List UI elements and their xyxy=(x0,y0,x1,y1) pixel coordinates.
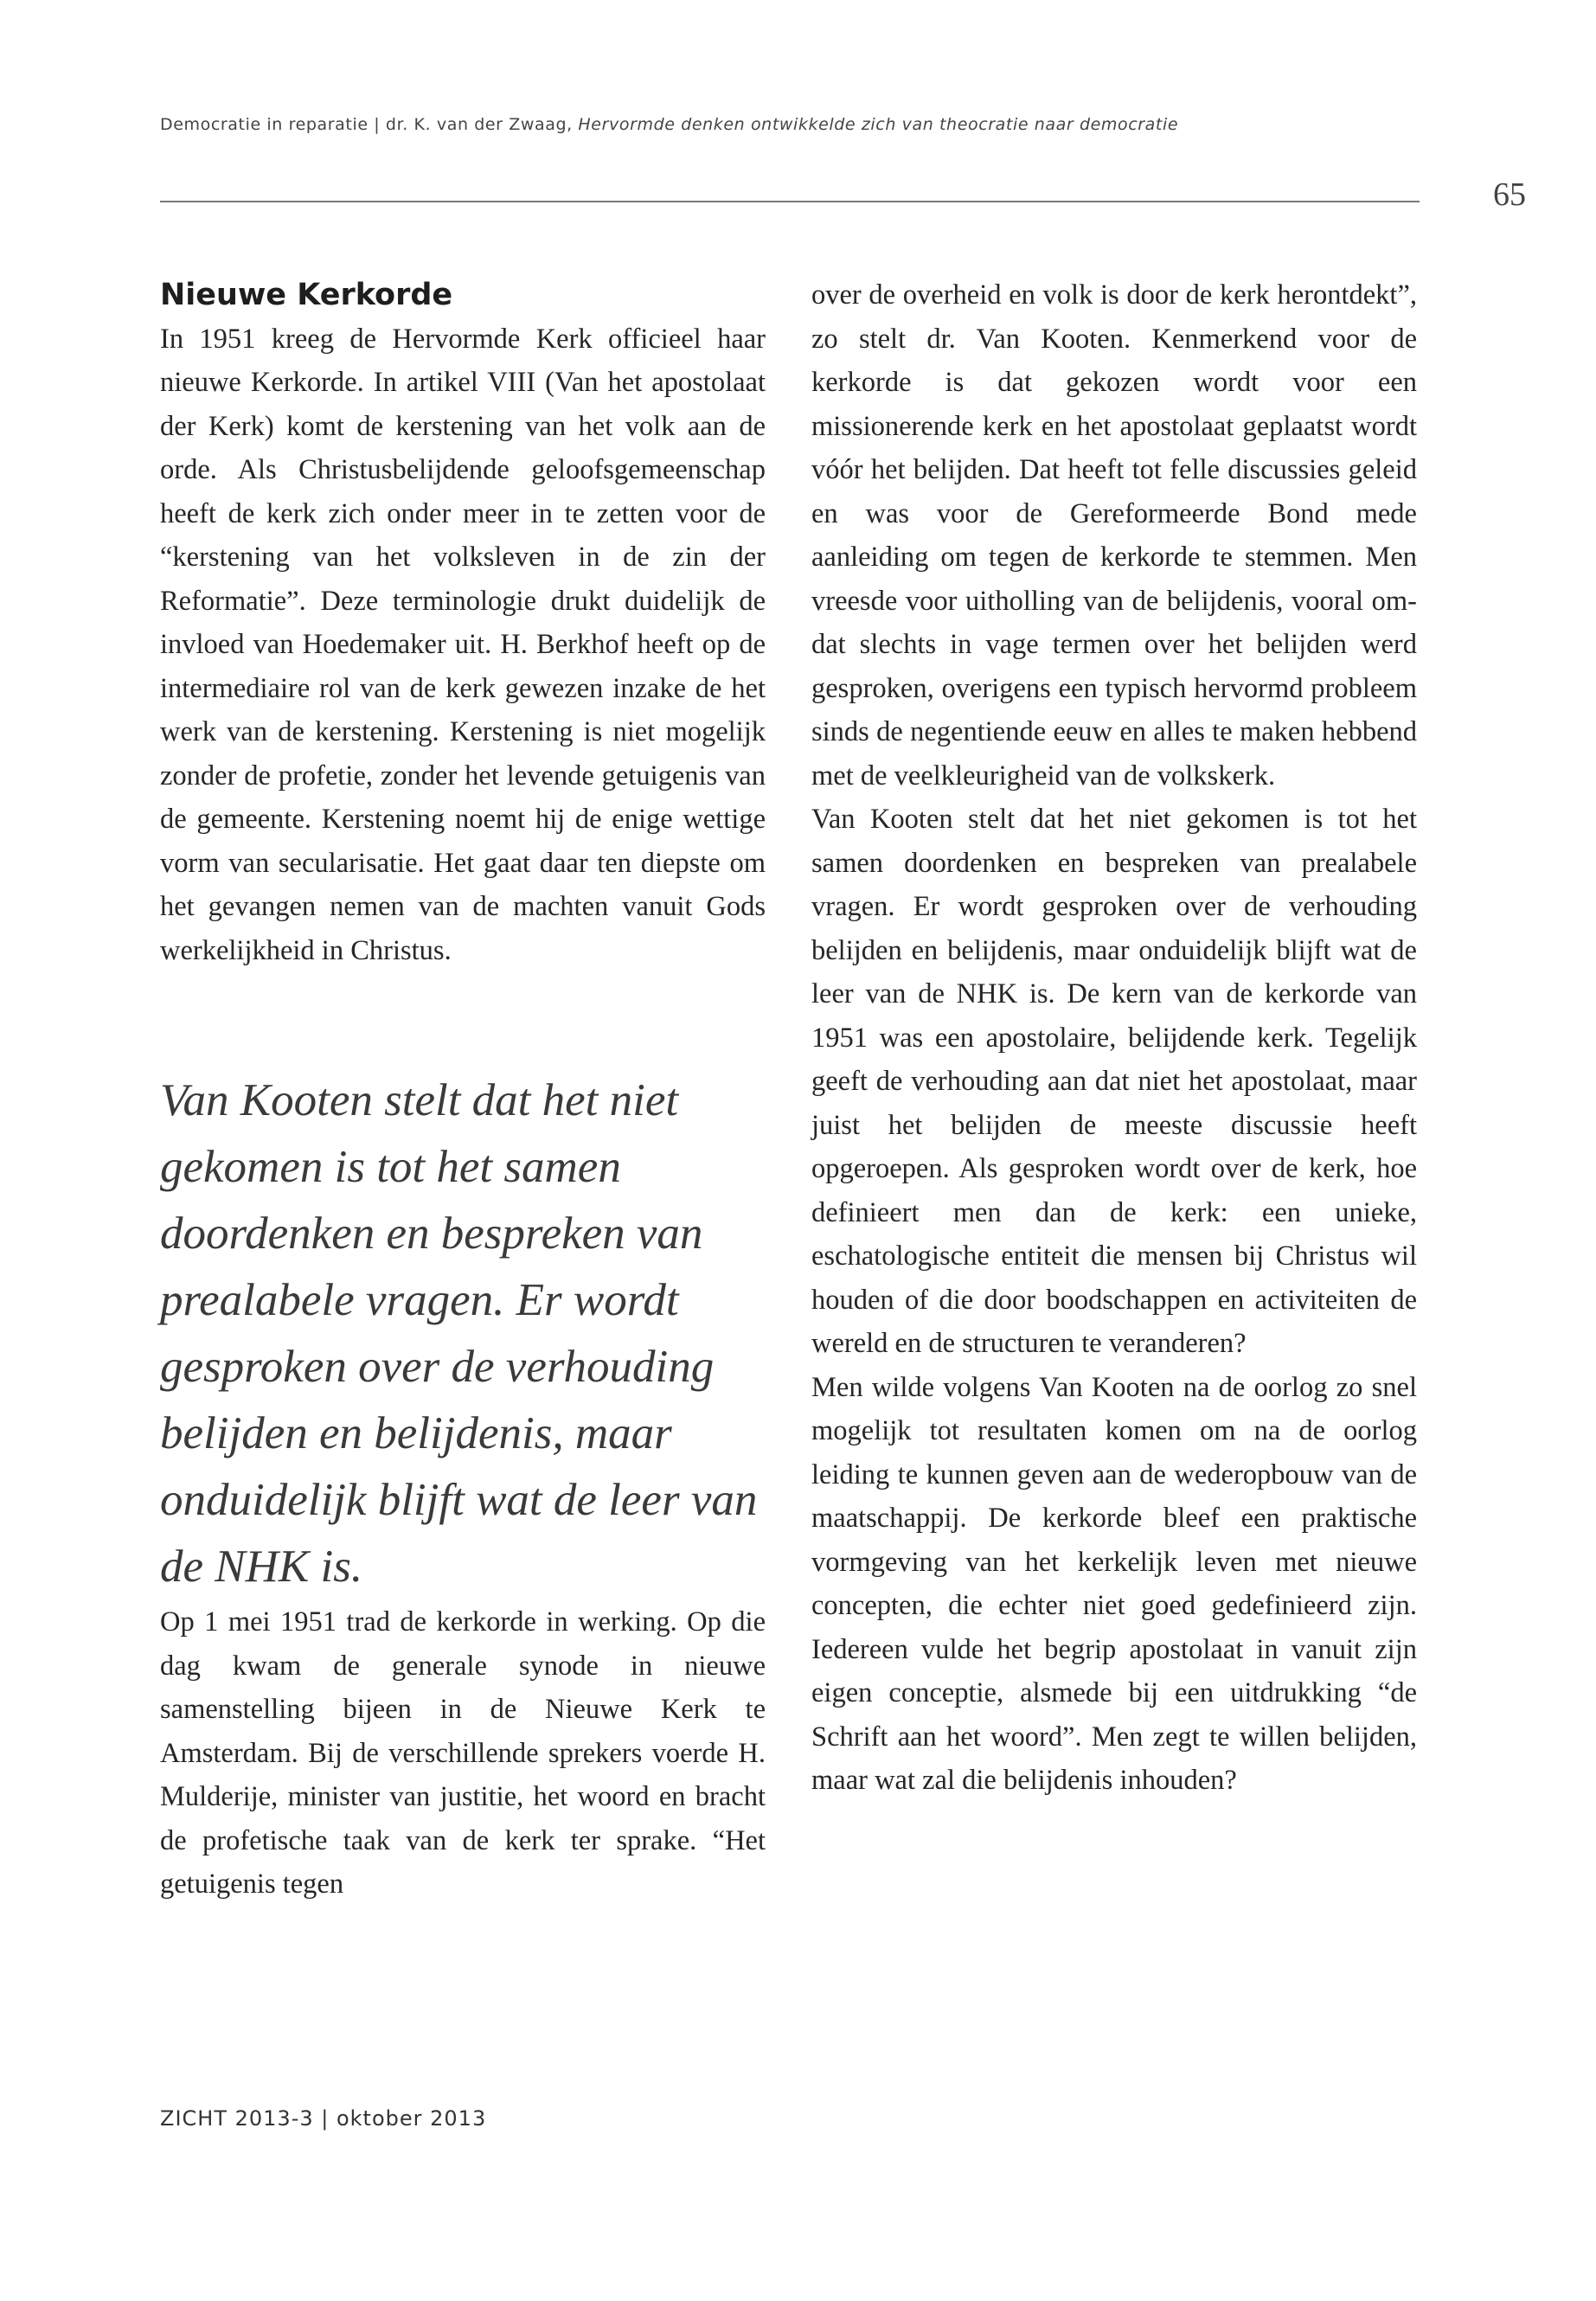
running-head-plain: Democratie in reparatie | dr. K. van der Zwaag, xyxy=(160,115,579,134)
footer: ZICHT 2013-3 | oktober 2013 xyxy=(160,2106,487,2131)
page-number: 65 xyxy=(1493,176,1526,213)
right-paragraph-2: Van Kooten stelt dat het niet gekomen is tot het samen doordenken en bespreken van prealabele vragen. Er wordt gesproken over de verhouding belijden en belijdenis, maar onduidelijk blijft wat de leer van de NHK is. De kern van de kerkorde van 1951 was een apostolaire, belijdende kerk. Tegelijk geeft de verhouding aan dat niet het apostolaat, maar juist het belijden de meeste discussie heeft opgeroepen. Als gesproken wordt over de kerk, hoe definieert men dan de kerk: een unieke, eschatologische entiteit die mensen bij Christus wil houden of die door boodschappen en activiteiten de wereld en de structuren te veranderen? xyxy=(811,804,1417,1359)
pull-quote: Van Kooten stelt dat het niet gekomen is tot het samen doordenken en bespreken van prealabele vragen. Er wordt gesproken over de verhouding belijden en belijdenis, maar onduidelijk blijft wat de leer van de NHK is. xyxy=(160,1075,758,1592)
section-heading: Nieuwe Kerkorde xyxy=(160,278,453,312)
left-paragraph-1: In 1951 kreeg de Hervormde Kerk officieel haar nieuwe Kerkorde. In artikel VIII (Van het apostolaat der Kerk) komt de kerstening van het volk aan de orde. Als Christusbelijdende geloofsgemeenschap heeft de kerk zich onder meer in te zetten voor de “kerstening van het volksleven in de zin der Reformatie”. Deze terminologie drukt duidelijk de invloed van Hoedemaker uit. H. Berkhof heeft op de intermediaire rol van de kerk gewezen inzake de het werk van de kerstening. Kerstening is niet mogelijk zonder de profetie, zonder het levende getuigenis van de gemeente. Kerstening noemt hij de enige wettige vorm van secularisatie. Het gaat daar ten diepste om het gevangen nemen van de machten vanuit Gods werkelijkheid in Christus. xyxy=(160,323,766,966)
left-paragraph-2: Op 1 mei 1951 trad de kerkorde in werking. Op die dag kwam de generale synode in nieuwe samenstelling bijeen in de Nieuwe Kerk te Amsterdam. Bij de verschillende sprekers voerde H. Mulderije, minister van justitie, het woord en bracht de profetische taak van de kerk ter sprake. “Het getuigenis tegen xyxy=(160,1606,766,1900)
right-paragraph-1: over de overheid en volk is door de kerk herontdekt”, zo stelt dr. Van Kooten. Kenmerkend voor de kerkorde is dat gekozen wordt voor een missionerende kerk en het apostolaat geplaatst wordt vóór het belijden. Dat heeft tot felle discussies geleid en was voor de Gereformeerde Bond mede aanleiding om tegen de kerkorde te stemmen. Men vreesde voor uitholling van de belijdenis, vooral omdat slechts in vage termen over het belijden werd gesproken, overigens een typisch hervormd probleem sinds de negentiende eeuw en alles te maken hebbend met de veelkleurigheid van de volkskerk. xyxy=(811,279,1417,792)
left-column xyxy=(160,273,766,1907)
right-column xyxy=(811,273,1417,1803)
running-head-italic: Hervormde denken ontwikkelde zich van theocratie naar democratie xyxy=(578,115,1179,134)
right-paragraph-3: Men wilde volgens Van Kooten na de oorlog zo snel mogelijk tot resultaten komen om na de oorlog leiding te kunnen geven aan de wederopbouw van de maatschappij. De kerkorde bleef een praktische vormgeving van het kerkelijk leven met nieuwe concepten, die echter niet goed gedefinieerd zijn. Iedereen vulde het begrip apostolaat in vanuit zijn eigen conceptie, alsmede bij een uitdrukking “de Schrift aan het woord”. Men zegt te willen belijden, maar wat zal die belijdenis inhouden? xyxy=(811,1371,1417,1796)
header-rule xyxy=(160,201,1420,202)
running-head xyxy=(160,115,1414,134)
